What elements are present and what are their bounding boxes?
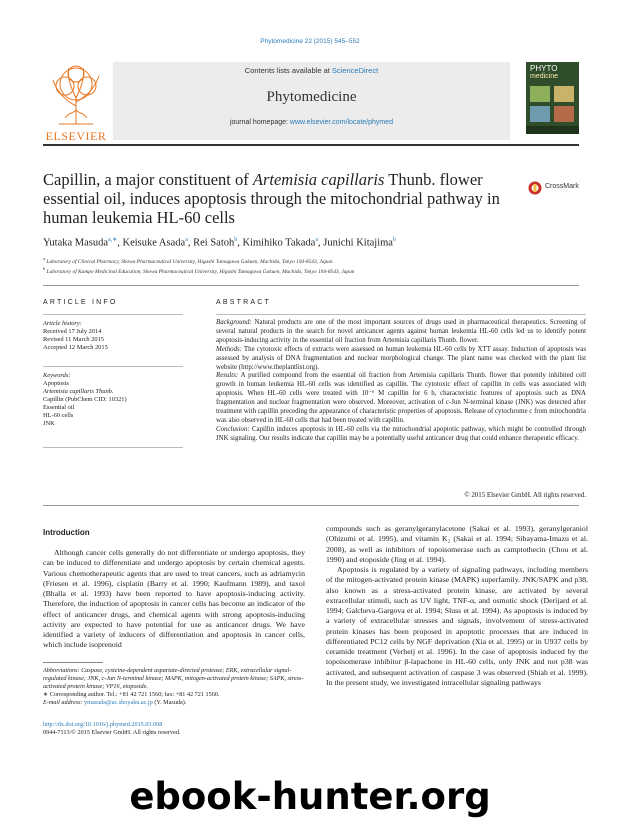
- homepage-link[interactable]: www.elsevier.com/locate/phymed: [289, 119, 394, 126]
- background-label: Background:: [216, 319, 252, 326]
- abbreviations: Abbreviations: Caspase, cysteine-dependent aspartate-directed protease; ERK, extracellular signal-regulated kinase; JNK, c-Jun N-terminal kinase; MAPK, mitogen-activated protein kinase; SAPK, stress-activated protein kinase; VP16, etoposide.: [43, 667, 304, 690]
- results-text: A purified compound from the essential oil fraction from Artemisia capillaris Thunb. flower that potently inhibited cell growth in human leukemia HL-60 cells was identified as capillin. The cytotoxic effect of capillin in cells was associated with apoptosis. When HL-60 cells were treated with 10⁻⁶ M capillin for 6 h, characteristic features of apoptosis such as DNA fragmentation and nuclear fragmentation were observed. Moreover, activation of c-Jun N-terminal kinase (JNK) was detected after treatment with capillin preceding the appearance of characteristic properties of apoptosis. Release of cytochrome c from mitochondria was also observed in HL-60 cells that had been treated with capillin.: [216, 372, 586, 424]
- results-label: Results:: [216, 372, 239, 380]
- paragraph: Apoptosis is regulated by a variety of signaling pathways, including members of the mitogen-activated protein kinase (MAPK) superfamily. JNK/SAPK and p38, also known as a stress-activated protein kinase, are activated by several extracellular stimuli, such as UV light, TNF-α, and osmotic shock (Derijard et al. 1994; Galcheva-Gargova et al. 1994; Sluss et al. 1994). As apoptosis is induced by a variety of extracellular stresses and signals, involvement of stress-activated protein kinases has been proposed in apoptotic processes that are induced in differentiated PC12 cells by NGF deprivation (Xia et al. 1995) or in U937 cells by ceramide treatment (Verheij et al. 1996). In the case of apoptosis induced by the topoisomerase inhibitor β-lapachone in HL-60 cells, only JNK and not p38 was activated, and subsequent activation of caspase 3 was observed (Shiah et al. 1999). In the present study, we investigated intracellular signaling pathways: [326, 565, 588, 687]
- keyword: Essential oil: [43, 404, 75, 411]
- received-date: Received 17 July 2014: [43, 328, 102, 335]
- methods-label: Methods:: [216, 345, 243, 353]
- sciencedirect-link[interactable]: ScienceDirect: [331, 66, 379, 75]
- author: Kimihiko Takada: [242, 237, 316, 249]
- revised-date: Revised 11 March 2015: [43, 336, 104, 343]
- keyword: Capillin (PubChem CID: 10321): [43, 396, 127, 403]
- divider: [43, 447, 183, 448]
- paragraph: compounds such as geranylgeranylacetone (Sakai et al. 1993), geranylgeraniol (Ohizumi et al. 1995), and vitamin K₂ (Sakai et al. 1994; Sibayama-Imazu et al. 2008), as well as inhibitors of topoisomerase such as camptothecin (Chou et al. 1990) and etoposide (Jing et al. 1994).: [326, 524, 588, 564]
- journal-reference[interactable]: Phytomedicine 22 (2015) 545–552: [260, 38, 360, 45]
- journal-cover[interactable]: [526, 62, 579, 134]
- cover-title: PHYTO: [530, 64, 558, 73]
- publisher-name: ELSEVIER: [45, 129, 107, 143]
- crossmark-badge[interactable]: [528, 180, 588, 196]
- homepage-prefix: journal homepage:: [229, 119, 290, 126]
- copyright-notice: © 2015 Elsevier GmbH. All rights reserved.: [464, 492, 586, 499]
- conclusion-label: Conclusion:: [216, 425, 250, 433]
- author-sup[interactable]: a: [185, 237, 188, 243]
- author-sup[interactable]: a,∗: [108, 237, 118, 243]
- divider: [43, 366, 183, 367]
- history-label: Article history:: [43, 320, 82, 327]
- cover-subtitle: medicine: [530, 73, 559, 80]
- masthead-rule: [43, 144, 579, 146]
- background-text: Natural products are one of the most important sources of drugs used in pharmaceutical therapeutics. Screening of several natural products in the search for novel anticancer agents against human leukemia HL-60 cells led us to identify potent apoptosis-inducing activity in the essential oil fraction from Artemisia capillaris Thunb. flower.: [216, 319, 586, 344]
- crossmark-icon: [528, 181, 542, 195]
- keywords-label: Keywords:: [43, 372, 71, 379]
- affiliation-b: $^b$ Laboratory of Kampo Medicinal Education, Showa Pharmaceutical University, Higashi Tamagawa Gakuen, Machida, Tokyo 194-8543, Japan: [43, 266, 355, 275]
- footnotes: [43, 667, 305, 707]
- author: Junichi Kitajima: [323, 237, 393, 249]
- doi-block: [43, 721, 305, 737]
- keyword: Apoptosis: [43, 380, 69, 387]
- masthead-band: [113, 62, 510, 140]
- divider: [43, 314, 183, 315]
- abstract-body: [216, 319, 586, 444]
- cover-art-icon: [526, 62, 579, 134]
- affiliation-a: $^a$ Laboratory of Clinical Pharmacy, Showa Pharmaceutical University, Higashi Tamagawa Gakuen, Machida, Tokyo 194-8543, Japan: [43, 256, 333, 265]
- email-suffix: (Y. Masuda).: [152, 699, 187, 706]
- elsevier-tree-icon: [43, 62, 109, 126]
- footnote-rule: [43, 662, 103, 663]
- author: Rei Satoh: [193, 237, 235, 249]
- author-list: Yutaka Masuda$^{a,∗}$, Keisuke Asada$^a$, Rei Satoh$^b$, Kimihiko Takada$^a$, Junichi Kitajima$^b$: [43, 237, 396, 249]
- contents-prefix: Contents lists available at: [244, 66, 332, 75]
- journal-name: Phytomedicine: [266, 89, 357, 105]
- divider: [216, 314, 586, 315]
- author-sup[interactable]: b: [234, 237, 238, 243]
- issn-line: 0944-7113/© 2015 Elsevier GmbH. All rights reserved.: [43, 729, 181, 736]
- crossmark-label: CrossMark: [545, 183, 579, 190]
- body-column-right: [326, 524, 588, 688]
- author-sup[interactable]: a: [315, 237, 319, 243]
- methods-text: The cytotoxic effects of extracts were assessed on human leukemia HL-60 cells by XTT assay. Induction of apoptosis was assessed by analysis of DNA fragmentation and nuclear morphological change. The plant name was checked with the plant list website (http://www.theplantlist.org).: [216, 345, 586, 371]
- conclusion-text: Capillin induces apoptosis in HL-60 cells via the mitochondrial apoptotic pathway, which might be controlled through JNK signaling. Our results indicate that capillin may be a potentially useful anticancer drug that could enhance therapeutic efficacy.: [216, 425, 586, 442]
- email-link[interactable]: ymasuda@ac.shoyaku.ac.jp: [84, 699, 153, 706]
- author-sup[interactable]: b: [392, 237, 396, 243]
- keyword: Artemisia capillaris Thunb.: [43, 388, 114, 395]
- paragraph: Although cancer cells generally do not differentiate or undergo apoptosis, they can be induced to differentiate and undergo apoptosis by certain chemical agents. Various chemotherapeutic agents that are used to treat cancers, such as adriamycin (Friesen et al. 1996), cisplatin (Barry et al. 1990; Kaufmann 1989), and taxol (Bhalla et al. 1993) have been reported to have apoptosis-inducing activity. Therefore, the induction of apoptosis in cancer cells has become an indicator of the effect of anticancer drugs, and chemical agents with strong apoptosis-inducing activity are expected to have potential for use as anticancer drugs. We have identified a variety of inducers of differentiation and apoptosis in cancer cells, which include isoprenoid: [43, 548, 305, 650]
- article-history: [43, 320, 193, 352]
- keyword: JNK: [43, 420, 55, 427]
- corresponding-author: ∗ Corresponding author. Tel.: +81 42 721 1560; fax: +81 42 721 1560.: [43, 691, 220, 698]
- divider: [43, 285, 579, 286]
- body-column-left: [43, 548, 305, 651]
- watermark: ebook-hunter.org: [129, 775, 491, 818]
- doi-link[interactable]: http://dx.doi.org/10.1016/j.phymed.2015.03.008: [43, 721, 163, 728]
- elsevier-logo[interactable]: [43, 62, 109, 143]
- abstract-heading: ABSTRACT: [216, 299, 271, 306]
- journal-masthead: [43, 62, 579, 146]
- keywords: [43, 372, 193, 428]
- article-title: Capillin, a major constituent of Artemisia capillaris Thunb. flower essential oil, induces apoptosis through the mitochondrial pathway in human leukemia HL-60 cells: [43, 170, 500, 227]
- article-info-heading: ARTICLE INFO: [43, 299, 118, 306]
- keyword: HL-60 cells: [43, 412, 74, 419]
- accepted-date: Accepted 12 March 2015: [43, 344, 108, 351]
- divider: [43, 505, 579, 506]
- introduction-heading: Introduction: [43, 528, 90, 537]
- author: Keisuke Asada: [122, 237, 186, 249]
- email-label: E-mail address:: [43, 699, 85, 706]
- author: Yutaka Masuda: [43, 237, 109, 249]
